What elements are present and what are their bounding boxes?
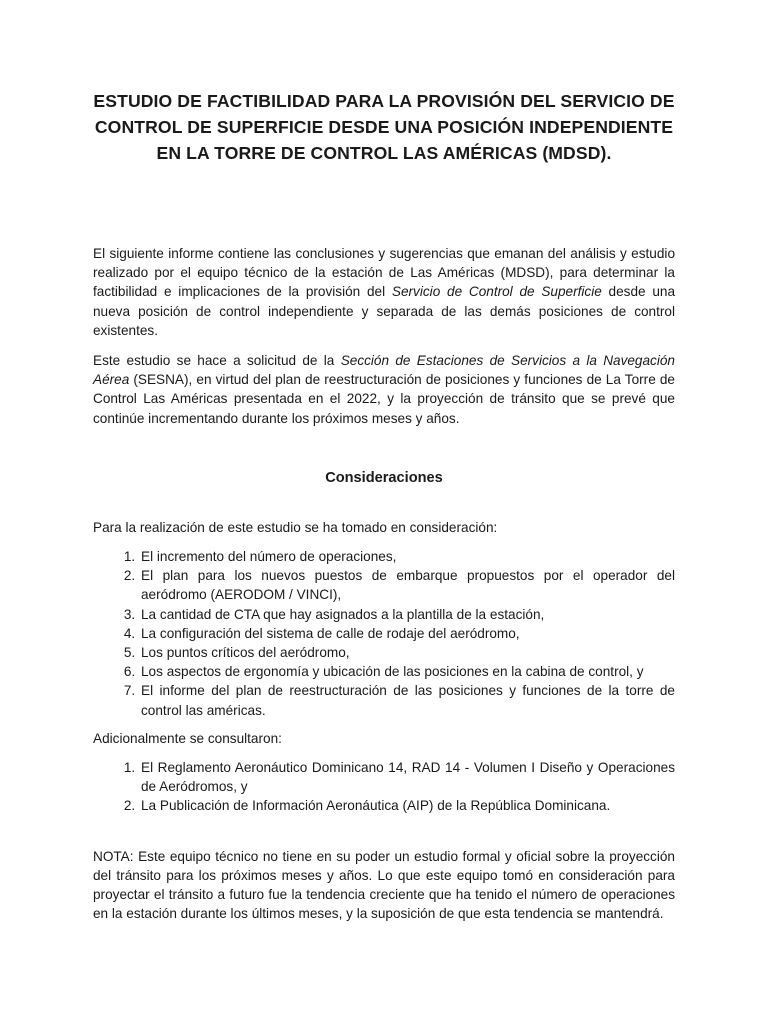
title-line: CONTROL DE SUPERFICIE DESDE UNA POSICIÓN INDEPENDIENTE: [94, 117, 674, 137]
list-item: 7. El informe del plan de reestructuración de las posiciones y funciones de la torre de control las américas.: [139, 681, 675, 719]
list-item: 1. El incremento del número de operaciones,: [139, 547, 675, 566]
list-item: 2. La Publicación de Información Aeronáutica (AIP) de la República Dominicana.: [139, 796, 675, 815]
request-paragraph: [93, 351, 675, 428]
section-heading: Consideraciones: [325, 469, 443, 486]
intro-paragraph: [93, 244, 675, 340]
additional-list: [93, 758, 675, 816]
considerations-list: [93, 547, 675, 720]
additional-intro: Adicionalmente se consultaron:: [93, 730, 282, 746]
list-item: 1. El Reglamento Aeronáutico Dominicano 14, RAD 14 - Volumen I Diseño y Operaciones de Aeródromos, y: [139, 758, 675, 796]
list-item: 4. La configuración del sistema de calle de rodaje del aeródromo,: [139, 624, 675, 643]
service-name-italic: Servicio de Control de Superficie: [391, 284, 602, 300]
document-title: [93, 88, 675, 166]
title-line: EN LA TORRE DE CONTROL LAS AMÉRICAS (MDSD).: [156, 143, 612, 163]
list-item: 2. El plan para los nuevos puestos de embarque propuestos por el operador del aeródromo (AERODOM / VINCI),: [139, 566, 675, 604]
title-line: ESTUDIO DE FACTIBILIDAD PARA LA PROVISIÓN DEL SERVICIO DE: [93, 91, 675, 111]
section-name-italic: Sección de Estaciones de Servicios a la Navegación Aérea: [93, 353, 675, 388]
paragraph-text: Este estudio se hace a solicitud de la: [93, 353, 341, 369]
paragraph-text: (SESNA), en virtud del plan de reestructuración de posiciones y funciones de La Torre de Control Las Américas presentada en el 2022, y la proyección de tránsito que se prevé que continúe incrementando durante los próximos meses y años.: [93, 372, 675, 426]
considerations-intro: Para la realización de este estudio se ha tomado en consideración:: [93, 519, 498, 535]
note-paragraph: NOTA: Este equipo técnico no tiene en su poder un estudio formal y oficial sobre la proyección del tránsito para los próximos meses y años. Lo que este equipo tomó en consideración para proyectar el tránsito a futuro fue la tendencia creciente que ha tenido el número de operaciones en la estación durante los últimos meses, y la suposición de que esta tendencia se mantendrá.: [93, 848, 675, 922]
list-item: 6. Los aspectos de ergonomía y ubicación de las posiciones en la cabina de control, y: [139, 662, 675, 681]
paragraph-text: El siguiente informe contiene las conclusiones y sugerencias que emanan del análisis y estudio realizado por el equipo técnico de la estación de Las Américas (MDSD), para determinar la factibilidad e implicaciones de la provisión del: [93, 246, 675, 300]
list-item: 3. La cantidad de CTA que hay asignados a la plantilla de la estación,: [139, 605, 675, 624]
paragraph-text: desde una nueva posición de control independiente y separada de las demás posiciones de control existentes.: [93, 284, 676, 338]
list-item: 5. Los puntos críticos del aeródromo,: [139, 643, 675, 662]
